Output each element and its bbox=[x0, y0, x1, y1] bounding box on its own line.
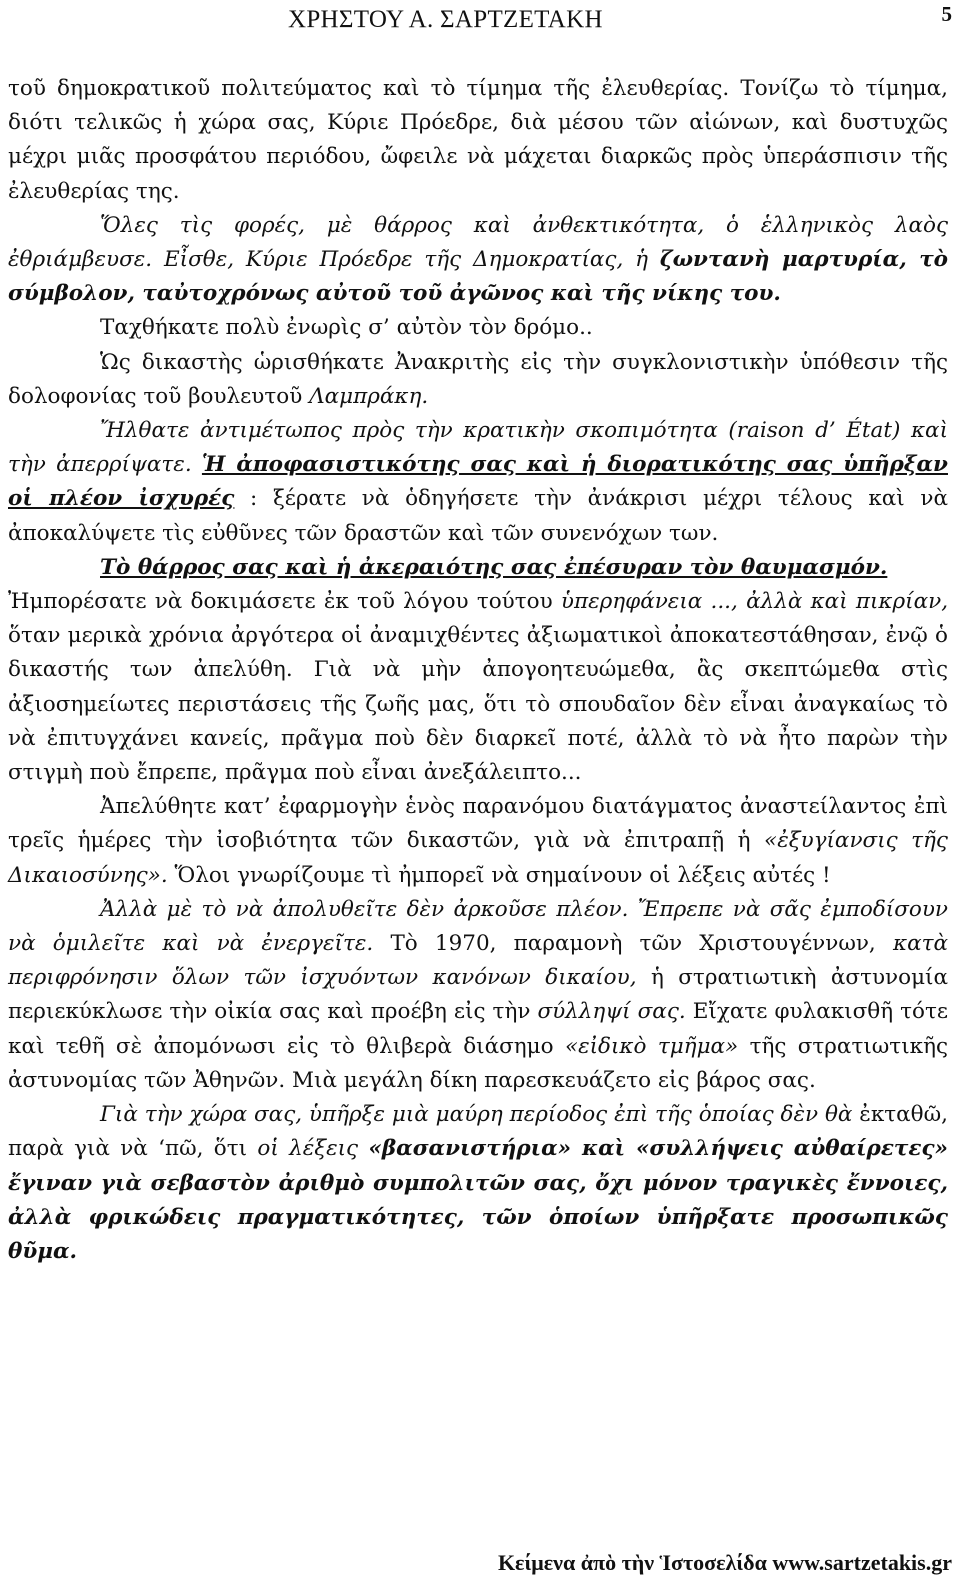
paragraph-7 bbox=[8, 585, 948, 790]
paragraph-text: Ἠμπορέσατε νὰ δοκιμάσετε ἐκ τοῦ λόγου τούτου bbox=[8, 589, 553, 615]
italic-text: κατὰ περιφρόνησιν ὅλων τῶν ἰσχυόντων κανόνων δικαίου, bbox=[8, 931, 948, 991]
footer-source: Κείμενα ἀπὸ τὴν Ἱστοσελίδα www.sartzetakis.gr bbox=[497, 1550, 952, 1575]
italic-text: σύλληψί σας. bbox=[537, 999, 686, 1025]
italic-text: Λαμπράκη. bbox=[309, 383, 429, 409]
header-title: ΧΡΗΣΤΟΥ Α. ΣΑΡΤΖΕΤΑΚΗ bbox=[288, 6, 603, 33]
paragraph-text: Ὡς δικαστὴς ὡρισθήκατε Ἀνακριτὴς εἰς τὴν συγκλονιστικὴν ὑπόθεσιν τῆς δολοφονίας τοῦ βουλευτοῦ bbox=[8, 349, 948, 409]
italic-text: Γιὰ τὴν χώρα σας, ὑπῆρξε μιὰ μαύρη περίοδος ἐπὶ τῆς ὁποίας δὲν θὰ bbox=[100, 1102, 853, 1128]
paragraph-text: Τὸ 1970, παραμονὴ τῶν Χριστουγέννων, bbox=[390, 931, 876, 957]
italic-text: ὑπερηφάνεια bbox=[560, 589, 703, 615]
italic-text: Ἀλλὰ μὲ τὸ νὰ ἀπολυθεῖτε δὲν ἀρκοῦσε πλέον. Ἔπρεπε νὰ σᾶς ἐμποδίσουν νὰ ὁμιλεῖτε καὶ νὰ ἐνεργεῖτε. bbox=[8, 896, 948, 957]
italic-text: οἱ λέξεις bbox=[257, 1136, 359, 1162]
italic-text: Ὅλες τὶς φορές, μὲ θάρρος καὶ ἀνθεκτικότητα, ὁ ἑλληνικὸς λαὸς ἐθριάμβευσε. bbox=[8, 212, 948, 273]
italic-text: Ἤλθατε ἀντιμέτωπος πρὸς τὴν κρατικὴν σκοπιμότητα (raison d’ État) καὶ τὴν ἀπερρίψατε. bbox=[8, 418, 948, 478]
italic-text: «ἐξυγίανσις τῆς Δικαιοσύνης». bbox=[8, 828, 948, 888]
bold-italic-text: ζωντανὴ μαρτυρία, τὸ σύμβολον, ταὐτοχρόνως αὐτοῦ τοῦ ἀγῶνος καὶ τῆς νίκης του. bbox=[8, 247, 948, 307]
paragraph-text: Εἴχατε φυλακισθῆ τότε καὶ τεθῆ σὲ ἀπομόνωσι εἰς τὸ θλιβερὰ διάσημο bbox=[8, 999, 948, 1059]
paragraph-text: ἐκταθῶ, παρὰ γιὰ νὰ ‘πῶ, ὅτι bbox=[8, 1102, 948, 1162]
paragraph-text: τῆς στρατιωτικῆς ἀστυνομίας τῶν Ἀθηνῶν. Μιὰ μεγάλη δίκη παρεσκευάζετο εἰς βάρος σας. bbox=[8, 1033, 948, 1093]
italic-text: πικρίαν, bbox=[855, 589, 949, 615]
document-body bbox=[8, 72, 948, 1269]
paragraph-1 bbox=[8, 72, 948, 209]
paragraph-text: Ὅλοι γνωρίζουμε τὶ ἠμπορεῖ νὰ σημαίνουν οἱ λέξεις αὐτές ! bbox=[174, 862, 831, 888]
paragraph-text: ὅταν μερικὰ χρόνια ἀργότερα οἱ ἀναμιχθέντες ἀξιωματικοὶ ἀποκατεστάθησαν, ἐνῷ ὁ δικαστής των ἀπελύθη. Γιὰ νὰ μὴν ἀπογοητευώμεθα, ἂς σκεπτώμεθα στὶς ἀξιοσημείωτες περιστάσεις τῆς ζωῆς μας, ὅτι τὸ σπουδαῖον δὲν εἶναι ἀναγκαίως τὸ νὰ ἐπιτυγχάνει κανείς, πρᾶγμα ποὺ δὲν διαρκεῖ ποτέ, ἀλλὰ τὸ νὰ ἦτο παρὼν τὴν στιγμὴ ποὺ ἔπρεπε, πρᾶγμα ποὺ εἶναι ἀνεξάλειπτο... bbox=[8, 623, 948, 786]
page-header bbox=[0, 4, 960, 44]
italic-text: ..., ἀλλὰ καὶ bbox=[710, 589, 848, 615]
paragraph-10 bbox=[8, 1098, 948, 1269]
italic-text: «εἰδικὸ τμῆμα» bbox=[564, 1033, 739, 1059]
paragraph-5 bbox=[8, 414, 948, 551]
paragraph-text: τοῦ δημοκρατικοῦ πολιτεύματος καὶ τὸ τίμημα τῆς ἐλευθερίας. Τονίζω τὸ τίμημα, διότι τελικῶς ἡ χώρα σας, Κύριε Πρόεδρε, διὰ μέσου τῶν αἰώνων, καὶ δυστυχῶς μέχρι μιᾶς προσφάτου περιόδου, ὤφειλε νὰ μάχεται διαρκῶς πρὸς ὑπεράσπισιν τῆς ἐλευθερίας της. bbox=[8, 76, 948, 204]
paragraph-8 bbox=[8, 790, 948, 893]
bold-underlined-text: Ἡ ἀποφασιστικότης σας καὶ ἡ διορατικότης σας ὑπῆρξαν οἱ πλέον ἰσχυρές bbox=[8, 452, 948, 512]
bold-underlined-text: Τὸ θάρρος σας καὶ ἡ ἀκεραιότης σας ἐπέσυραν τὸν θαυμασμόν. bbox=[100, 554, 888, 580]
paragraph-text: ἡ στρατιωτικὴ ἀστυνομία περιεκύκλωσε τὴν οἰκία σας καὶ προέβη εἰς τὴν bbox=[8, 965, 948, 1025]
paragraph-9 bbox=[8, 893, 948, 1098]
italic-text: Εἶσθε, Κύριε Πρόεδρε τῆς Δημοκρατίας, ἡ bbox=[163, 247, 648, 273]
paragraph-3 bbox=[8, 311, 948, 345]
bold-italic-text: «βασανιστήρια» καὶ «συλλήψεις αὐθαίρετες» ἔγιναν γιὰ σεβαστὸν ἀριθμὸ συμπολιτῶν σας, ὄχι μόνον τραγικὲς ἔννοιες, ἀλλὰ φρικώδεις πραγματικότητες, τῶν ὁποίων ὑπῆρξατε προσωπικῶς θῦμα. bbox=[8, 1136, 948, 1264]
paragraph-6 bbox=[8, 551, 948, 585]
paragraph-4 bbox=[8, 346, 948, 414]
paragraph-2 bbox=[8, 209, 948, 312]
page-number: 5 bbox=[941, 2, 952, 26]
paragraph-text: Ἀπελύθητε κατ’ ἐφαρμογὴν ἑνὸς παρανόμου διατάγματος ἀναστείλαντος ἐπὶ τρεῖς ἡμέρες τὴν ἰσοβιότητα τῶν δικαστῶν, γιὰ νὰ ἐπιτραπῇ ἡ bbox=[8, 794, 948, 854]
paragraph-text: Ταχθήκατε πολὺ ἐνωρὶς σ’ αὐτὸν τὸν δρόμο.. bbox=[100, 315, 593, 341]
paragraph-text: : ξέρατε νὰ ὁδηγήσετε τὴν ἀνάκρισι μέχρι τέλους καὶ νὰ ἀποκαλύψετε τὶς εὐθῦνες τῶν δραστῶν καὶ τῶν συνενόχων των. bbox=[8, 486, 948, 546]
